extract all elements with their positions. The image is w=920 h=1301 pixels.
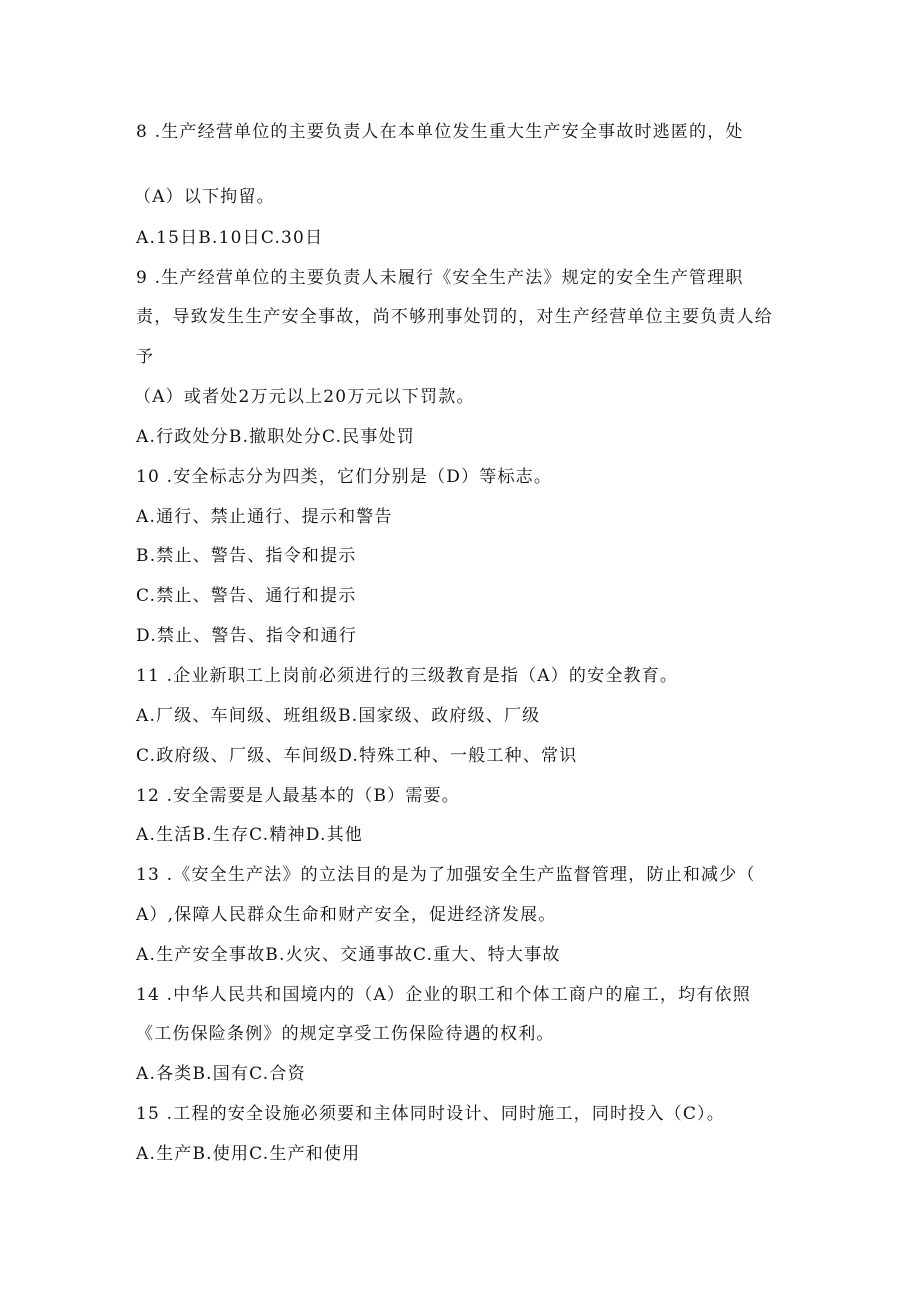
question-12-options: A.生活B.生存C.精神D.其他 — [136, 825, 364, 845]
question-9-stem-line-2: 责，导致发生生产安全事故，尚不够刑事处罚的，对生产经营单位主要负责人给 — [136, 307, 773, 327]
question-10-option-b: B.禁止、警告、指令和提示 — [136, 546, 357, 566]
question-11-stem: 11 .企业新职工上岗前必须进行的三级教育是指（A）的安全教育。 — [136, 666, 679, 686]
question-10-option-a: A.通行、禁止通行、提示和警告 — [136, 507, 393, 527]
question-9-stem-line-3: 予 — [136, 347, 155, 367]
question-14-stem-line-2: 《工伤保险条例》的规定享受工伤保险待遇的权利。 — [136, 1024, 555, 1044]
question-8-stem-line-2: （A）以下拘留。 — [134, 187, 275, 207]
question-11-options-line-2: C.政府级、厂级、车间级D.特殊工种、一般工种、常识 — [136, 746, 578, 766]
question-8-options: A.15日B.10日C.30日 — [136, 228, 324, 248]
question-13-stem-line-1: 13 .《安全生产法》的立法目的是为了加强安全生产监督管理，防止和减少（ — [136, 865, 756, 885]
question-13-options: A.生产安全事故B.火灾、交通事故C.重大、特大事故 — [136, 945, 561, 965]
question-13-stem-line-2: A）,保障人民群众生命和财产安全，促进经济发展。 — [136, 905, 557, 925]
question-9-options: A.行政处分B.撤职处分C.民事处罚 — [136, 427, 415, 447]
question-10-stem: 10 .安全标志分为四类，它们分别是（D）等标志。 — [136, 467, 553, 487]
question-8-stem-line-1: 8 .生产经营单位的主要负责人在本单位发生重大生产安全事故时逃匿的，处 — [136, 122, 744, 142]
question-9-stem-line-1: 9 .生产经营单位的主要负责人未履行《安全生产法》规定的安全生产管理职 — [136, 268, 744, 288]
question-14-stem-line-1: 14 .中华人民共和国境内的（A）企业的职工和个体工商户的雇工，均有依照 — [136, 985, 751, 1005]
question-15-stem: 15 .工程的安全设施必须要和主体同时设计、同时施工，同时投入（C）。 — [136, 1104, 725, 1124]
question-15-options: A.生产B.使用C.生产和使用 — [136, 1144, 361, 1164]
question-14-options: A.各类B.国有C.合资 — [136, 1064, 306, 1084]
question-10-option-d: D.禁止、警告、指令和通行 — [136, 626, 358, 646]
question-12-stem: 12 .安全需要是人最基本的（B）需要。 — [136, 786, 460, 806]
question-9-stem-line-4: （A）或者处2万元以上20万元以下罚款。 — [134, 387, 475, 407]
question-11-options-line-1: A.厂级、车间级、班组级B.国家级、政府级、厂级 — [136, 706, 541, 726]
question-10-option-c: C.禁止、警告、通行和提示 — [136, 586, 357, 606]
